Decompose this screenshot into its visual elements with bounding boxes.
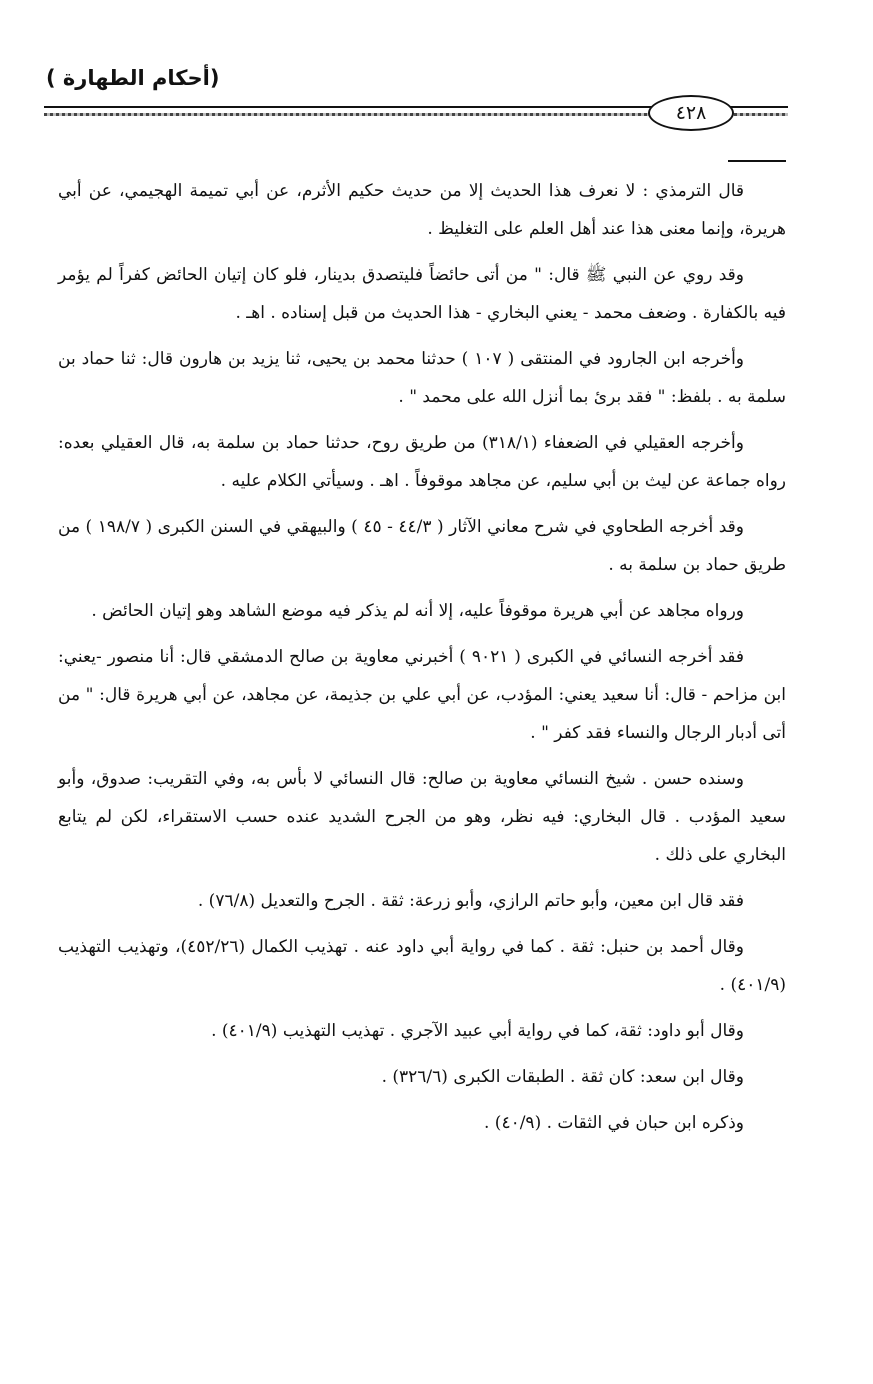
paragraph-3: وأخرجه ابن الجارود في المنتقى ( ١٠٧ ) حدثنا محمد بن يحيى، ثنا يزيد بن هارون قال: ثنا حماد بن سلمة به . بلفظ: " فقد برئ بما أنزل الله على محمد " . xyxy=(58,349,786,407)
paragraph-4: وأخرجه العقيلي في الضعفاء (٣١٨/١) من طريق روح، حدثنا حماد بن سلمة به، قال العقيلي بعده: رواه جماعة عن ليث بن أبي سليم، عن مجاهد موقوفاً . اهـ . وسيأتي الكلام عليه . xyxy=(58,433,786,491)
paragraph-11: وقال أبو داود: ثقة، كما في رواية أبي عبيد الآجري . تهذيب التهذيب (٤٠١/٩) . xyxy=(211,1021,744,1041)
paragraph-13: وذكره ابن حبان في الثقات . (٤٠/٩) . xyxy=(483,1113,744,1133)
paragraph-10: وقال أحمد بن حنبل: ثقة . كما في رواية أبي داود عنه . تهذيب الكمال (٤٥٢/٢٦)، وتهذيب التهذيب (٤٠١/٩) . xyxy=(58,937,786,995)
paragraph-2: وقد روي عن النبي ﷺ قال: " من أتى حائضاً فليتصدق بدينار، فلو كان إتيان الحائض كفراً لم يؤمر فيه بالكفارة . وضعف محمد - يعني البخاري - هذا الحديث من قبل إسناده . اهـ . xyxy=(58,265,786,323)
book-title: (أحكام الطهارة ) xyxy=(46,66,220,90)
footnote-separator xyxy=(728,160,786,162)
paragraph-8: وسنده حسن . شيخ النسائي معاوية بن صالح: قال النسائي لا بأس به، وفي التقريب: صدوق، وأبو سعيد المؤدب . قال البخاري: فيه نظر، وهو من الجرح الشديد عنده حسب الاستقراء، لكن لم يتابع البخاري على ذلك . xyxy=(58,769,786,865)
paragraph-5: وقد أخرجه الطحاوي في شرح معاني الآثار ( ٤٤/٣ - ٤٥ ) والبيهقي في السنن الكبرى ( ١٩٨/٧ ) من طريق حماد بن سلمة به . xyxy=(58,517,786,575)
paragraph-1: قال الترمذي : لا نعرف هذا الحديث إلا من حديث حكيم الأثرم، عن أبي تميمة الهجيمي، عن أبي هريرة، وإنما معنى هذا عند أهل العلم على التغليظ . xyxy=(58,181,786,239)
page-number: ٤٢٨ xyxy=(648,95,734,131)
body-text xyxy=(58,172,786,1150)
paragraph-7: فقد أخرجه النسائي في الكبرى ( ٩٠٢١ ) أخبرني معاوية بن صالح الدمشقي قال: أنا منصور -يعني: ابن مزاحم - قال: أنا سعيد يعني: المؤدب، عن أبي علي بن جذيمة، عن مجاهد، عن أبي هريرة قال: " من أتى أدبار الرجال والنساء فقد كفر " . xyxy=(58,647,786,743)
paragraph-9: فقد قال ابن معين، وأبو حاتم الرازي، وأبو زرعة: ثقة . الجرح والتعديل (٧٦/٨) . xyxy=(197,891,744,911)
paragraph-12: وقال ابن سعد: كان ثقة . الطبقات الكبرى (٣٢٦/٦) . xyxy=(381,1067,744,1087)
paragraph-6: ورواه مجاهد عن أبي هريرة موقوفاً عليه، إلا أنه لم يذكر فيه موضع الشاهد وهو إتيان الحائض . xyxy=(91,601,744,621)
